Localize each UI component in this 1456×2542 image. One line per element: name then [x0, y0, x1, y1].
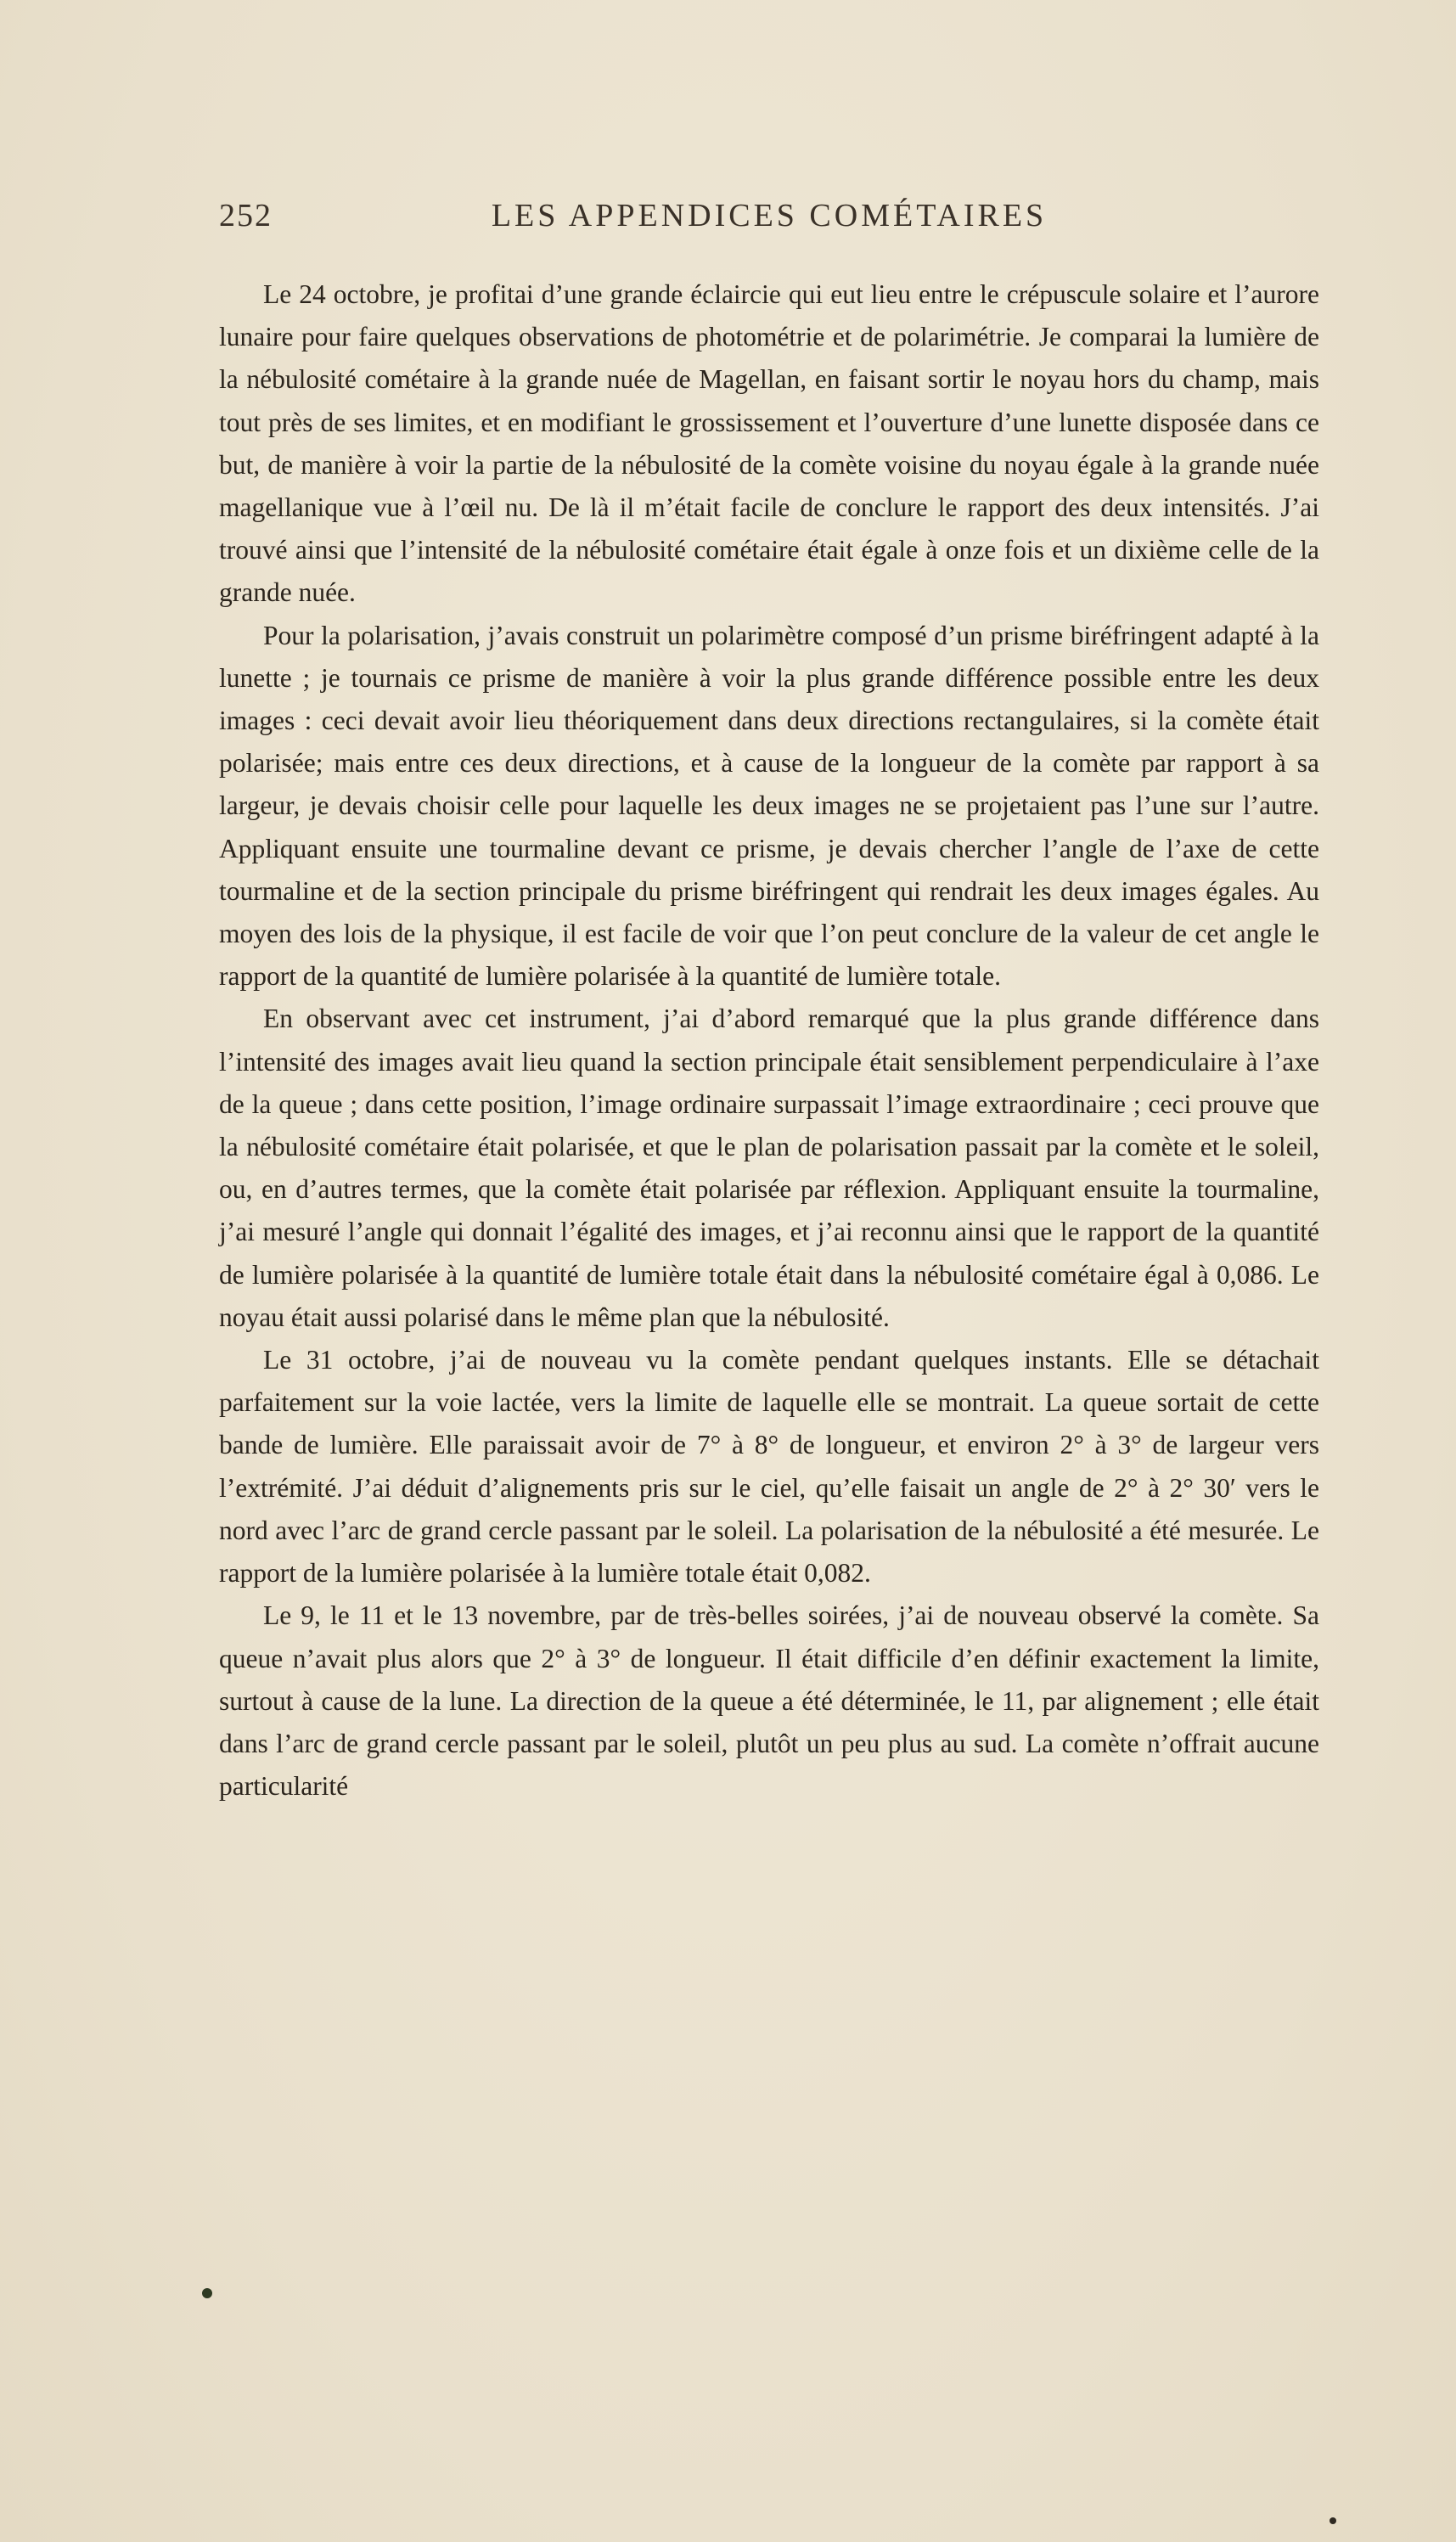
paragraph-polarisation: Pour la polarisation, j’avais construit un polarimètre composé d’un prisme biréfringent adapté à la lunette ; je tournais ce prisme de manière à voir la plus grande différence possible entre les deux images : ceci devait avoir lieu théoriquement dans deux directions rectangulaires, si la comète était polarisée; mais entre ces deux directions, et à cause de la longueur de la comète par rapport à sa largeur, je devais choisir celle pour laquelle les deux images ne se projetaient pas l’une sur l’autre. Appliquant ensuite une tourmaline devant ce prisme, je devais chercher l’angle de l’axe de cette tourmaline et de la section principale du prisme biréfringent qui rendrait les deux images égales. Au moyen des lois de la physique, il est facile de voir que l’on peut conclure de la valeur de cet angle le rapport de la quantité de lumière polarisée à la quantité de lumière totale.: [219, 620, 1319, 992]
paragraph-observation: En observant avec cet instrument, j’ai d’abord remarqué que la plus grande différence dans l’intensité des images avait lieu quand la section principale était sensiblement perpendiculaire à l’axe de la queue ; dans cette position, l’image ordinaire surpassait l’image extraordinaire ; ceci prouve que la nébulosité cométaire était polarisée, et que le plan de polarisation passait par la comète et le soleil, ou, en d’autres termes, que la comète était polarisée par réflexion. Appliquant ensuite la tourmaline, j’ai mesuré l’angle qui donnait l’égalité des images, et j’ai reconnu ainsi que le rapport de la quantité de lumière polarisée à la quantité de lumière totale était dans la nébulosité cométaire égal à 0,086. Le noyau était aussi polarisé dans le même plan que la nébulosité.: [219, 1004, 1319, 1332]
body-text: [219, 273, 1319, 1808]
ink-spot-mark-corner: [1330, 2517, 1336, 2524]
page-number: 252: [219, 198, 273, 233]
ink-spot-mark: [202, 2288, 212, 2298]
running-title: LES APPENDICES COMÉTAIRES: [491, 198, 1048, 233]
running-head: [219, 197, 1319, 239]
paragraph-november: Le 9, le 11 et le 13 novembre, par de très-belles soirées, j’ai de nouveau observé la comète. Sa queue n’avait plus alors que 2° à 3° de longueur. Il était difficile d’en définir exactement la limite, surtout à cause de la lune. La direction de la queue a été déterminée, le 11, par alignement ; elle était dans l’arc de grand cercle passant par le soleil, plutôt un peu plus au sud. La comète n’offrait aucune particularité: [219, 1600, 1319, 1802]
paragraph-24-october: Le 24 octobre, je profitai d’une grande éclaircie qui eut lieu entre le crépuscule solaire et l’aurore lunaire pour faire quelques observations de photométrie et de polarimétrie. Je comparai la lumière de la nébulosité cométaire à la grande nuée de Magellan, en faisant sortir le noyau hors du champ, mais tout près de ses limites, et en modifiant le grossissement et l’ouverture d’une lunette disposée dans ce but, de manière à voir la partie de la nébulosité de la comète voisine du noyau égale à la grande nuée magellanique vue à l’œil nu. De là il m’était facile de conclure le rapport des deux intensités. J’ai trouvé ainsi que l’intensité de la nébulosité cométaire était égale à onze fois et un dixième celle de la grande nuée.: [219, 279, 1319, 608]
paragraph-31-october: Le 31 octobre, j’ai de nouveau vu la comète pendant quelques instants. Elle se détachait parfaitement sur la voie lactée, vers la limite de laquelle elle se montrait. La queue sortait de cette bande de lumière. Elle paraissait avoir de 7° à 8° de longueur, et environ 2° à 3° de largeur vers l’extrémité. J’ai déduit d’alignements pris sur le ciel, qu’elle faisait un angle de 2° à 2° 30′ vers le nord avec l’arc de grand cercle passant par le soleil. La polarisation de la nébulosité a été mesurée. Le rapport de la lumière polarisée à la lumière totale était 0,082.: [219, 1345, 1319, 1589]
